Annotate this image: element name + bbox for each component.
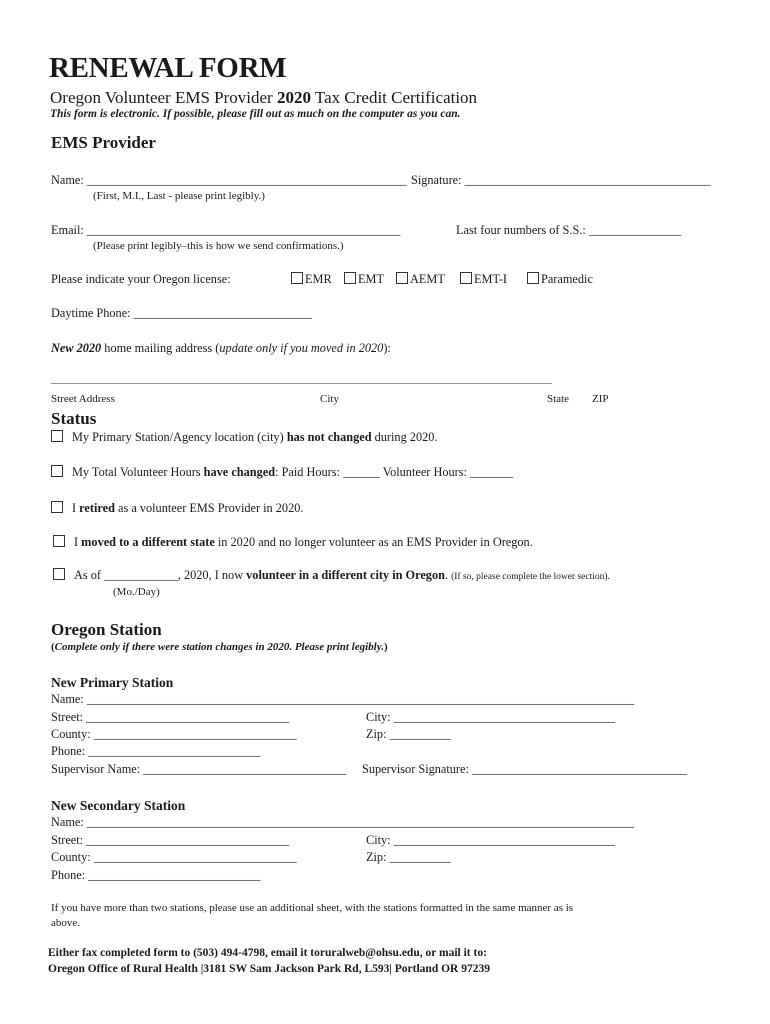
primary-county-field[interactable]: County: _________________________________ (51, 727, 297, 741)
note-italic: Complete only if there were station changes in 2020. Please print legibly. (54, 641, 384, 653)
ssn-field[interactable]: Last four numbers of S.S.: _______________ (456, 223, 682, 237)
license-label: Please indicate your Oregon license: (51, 272, 231, 286)
oregon-station-heading: Oregon Station (51, 620, 162, 639)
primary-zip-field[interactable]: Zip: __________ (366, 727, 452, 741)
city-label: City (320, 393, 339, 405)
status-text: My Primary Station/Agency location (city) (72, 430, 287, 444)
status-bold: have changed (203, 465, 276, 479)
status-bold: moved to a different state (81, 535, 215, 549)
status-item-retired[interactable] (51, 501, 303, 516)
address-line-field[interactable]: ______________________________________________________________________________________________________________ (51, 376, 552, 386)
subtitle-year: 2020 (276, 88, 311, 107)
ems-provider-heading: EMS Provider (51, 133, 156, 152)
daytime-phone-field[interactable]: Daytime Phone: _____________________________ (51, 306, 312, 320)
license-emti-checkbox[interactable] (460, 272, 507, 287)
address-label (51, 341, 391, 356)
primary-station-heading: New Primary Station (51, 675, 174, 690)
license-paramedic-checkbox[interactable] (527, 272, 593, 287)
status-bold: retired (79, 501, 115, 515)
address-new-label: New 2020 (51, 341, 102, 355)
subtitle-text-end: Tax Credit Certification (310, 88, 478, 107)
secondary-zip-field[interactable]: Zip: __________ (366, 850, 452, 864)
secondary-county-field[interactable]: County: _________________________________ (51, 850, 297, 864)
status-item-different-city[interactable] (53, 568, 610, 583)
footer-instructions: Either fax completed form to (503) 494-4798, email it toruralweb@ohsu.edu, or mail it to: (48, 947, 487, 959)
primary-phone-field[interactable]: Phone: ____________________________ (51, 744, 261, 758)
license-aemt-label: AEMT (410, 272, 445, 286)
electronic-note: This form is electronic. If possible, please fill out as much on the computer as you can. (50, 108, 461, 120)
status-text: I (72, 501, 80, 515)
email-field[interactable]: Email: ___________________________________________________ (51, 223, 401, 237)
status-text: As of ____________, 2020, I now (74, 568, 247, 582)
status-text-end: : Paid Hours: ______ Volunteer Hours: _______ (275, 465, 514, 479)
signature-field[interactable]: Signature: ________________________________________ (411, 173, 711, 187)
status-text-end: . (444, 568, 449, 582)
status-note: (If so, please complete the lower section). (451, 572, 610, 582)
license-aemt-checkbox[interactable] (396, 272, 445, 287)
secondary-street-field[interactable]: Street: _________________________________ (51, 833, 290, 847)
secondary-city-field[interactable]: City: ____________________________________ (366, 833, 616, 847)
state-label: State (547, 393, 569, 405)
secondary-station-heading: New Secondary Station (51, 798, 186, 813)
status-bold: volunteer in a different city in Oregon (246, 568, 445, 582)
street-address-label: Street Address (51, 393, 115, 405)
address-label-end: ): (383, 341, 391, 355)
status-text-end: as a volunteer EMS Provider in 2020. (114, 501, 304, 515)
status-text-end: in 2020 and no longer volunteer as an EMS Provider in Oregon. (214, 535, 533, 549)
supervisor-name-field[interactable]: Supervisor Name: _________________________________ (51, 762, 347, 776)
license-emt-checkbox[interactable] (344, 272, 384, 287)
more-stations-note: If you have more than two stations, please use an additional sheet, with the stations formatted in the same manner as is (51, 902, 574, 914)
license-emr-label: EMR (305, 272, 332, 286)
name-hint: (First, M.I., Last - please print legibly.) (93, 190, 265, 202)
address-label-text: home mailing address ( (101, 341, 220, 355)
primary-city-field[interactable]: City: ____________________________________ (366, 710, 616, 724)
status-bold: has not changed (286, 430, 372, 444)
more-stations-note-end: above. (51, 917, 81, 929)
address-label-italic: update only if you moved in 2020 (219, 341, 384, 355)
status-heading: Status (51, 409, 97, 428)
secondary-name-field[interactable]: Name: _________________________________________________________________________________________ (51, 815, 635, 829)
email-hint: (Please print legibly–this is how we send confirmations.) (93, 240, 344, 252)
secondary-phone-field[interactable]: Phone: ____________________________ (51, 868, 261, 882)
status-item-moved-state[interactable] (53, 535, 533, 550)
supervisor-signature-field[interactable]: Supervisor Signature: ___________________________________ (362, 762, 688, 776)
subtitle-text: Oregon Volunteer EMS Provider (50, 88, 277, 107)
primary-name-field[interactable]: Name: _________________________________________________________________________________________ (51, 692, 635, 706)
status-text-end: during 2020. (371, 430, 438, 444)
form-title: RENEWAL FORM (49, 52, 287, 84)
note-open: ( (51, 641, 55, 653)
zip-label: ZIP (592, 393, 609, 405)
station-note (51, 641, 388, 653)
license-emr-checkbox[interactable] (291, 272, 332, 287)
form-subtitle (50, 88, 477, 108)
name-field[interactable]: Name: ____________________________________________________ (51, 173, 407, 187)
license-paramedic-label: Paramedic (541, 272, 593, 286)
status-text: My Total Volunteer Hours (72, 465, 204, 479)
status-item-unchanged[interactable] (51, 430, 437, 445)
status-item-hours-changed[interactable] (51, 465, 513, 480)
footer-address: Oregon Office of Rural Health |3181 SW Sam Jackson Park Rd, L593| Portland OR 97239 (48, 963, 490, 975)
status-text: I (74, 535, 82, 549)
primary-street-field[interactable]: Street: _________________________________ (51, 710, 290, 724)
license-emti-label: EMT-I (474, 272, 508, 286)
note-close: ) (383, 641, 388, 653)
mo-day-hint: (Mo./Day) (113, 586, 160, 598)
license-emt-label: EMT (358, 272, 384, 286)
